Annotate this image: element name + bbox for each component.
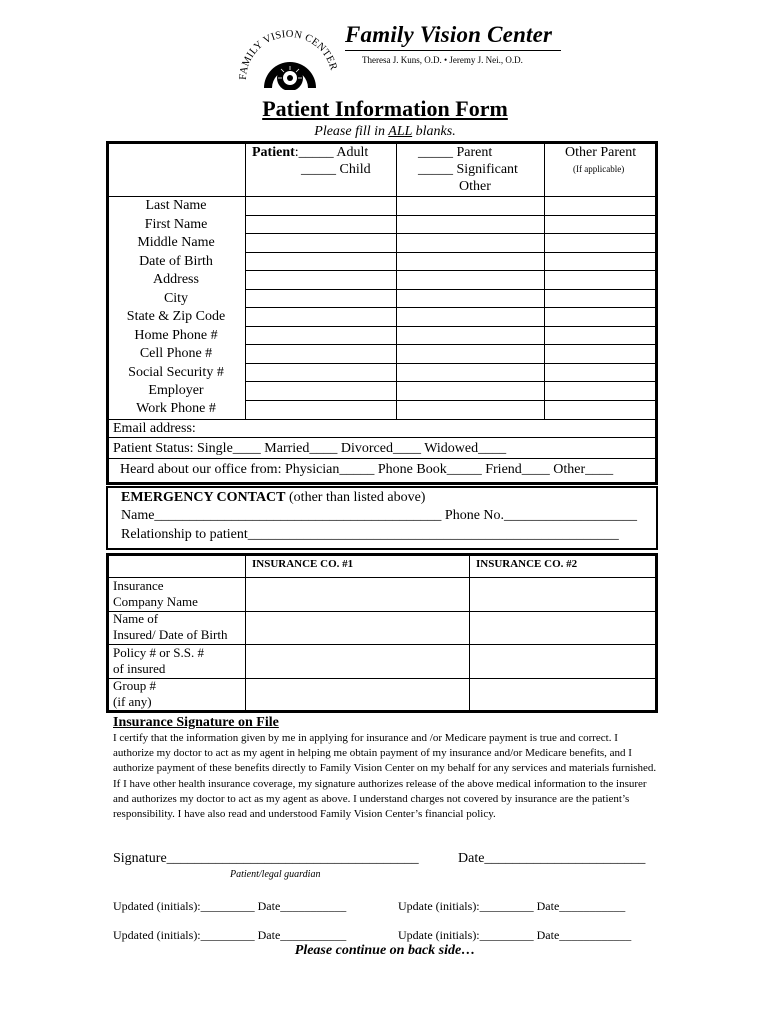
emergency-heading: EMERGENCY CONTACT (other than listed above) (121, 490, 426, 505)
insurance-col-1: INSURANCE CO. #1 (252, 558, 354, 570)
cell-parent-row-4[interactable] (397, 253, 544, 270)
other-parent-header: Other Parent (565, 145, 637, 160)
cell-patient-row-2[interactable] (246, 216, 396, 233)
cell-patient-row-11[interactable] (246, 382, 396, 399)
row-first-name: First Name (144, 217, 208, 232)
ins-row-group: Group # (if any) (113, 678, 156, 709)
logo-icon (236, 18, 341, 90)
cell-patient-row-7[interactable] (246, 308, 396, 325)
update-initials-2[interactable]: Update (initials):_________ Date____________ (398, 928, 632, 942)
cell-other-parent-row-7[interactable] (545, 308, 656, 325)
cell-parent-row-9[interactable] (397, 345, 544, 362)
insurance-2-cell-row-2[interactable] (470, 612, 655, 644)
cell-other-parent-row-2[interactable] (545, 216, 656, 233)
insurance-2-cell-row-3[interactable] (470, 645, 655, 677)
insurance-1-cell-row-3[interactable] (246, 645, 468, 677)
cell-patient-row-9[interactable] (246, 345, 396, 362)
patient-type-significant: _____ Significant (418, 162, 518, 177)
cell-other-parent-row-3[interactable] (545, 234, 656, 251)
form-title: Patient Information Form (262, 96, 508, 121)
signature-paragraph: I certify that the information given by me in applying for insurance and /or Medicare payment is true and correct. I authorize my doctor to act as my agent in helping me obtain payment of my insurance and/or Medicare benefits, and I authorize payment of these benefits directly to Family Vision Center on my behalf for any services and materials furnished. If I have other health insurance coverage, my signature authorizes release of the above medical information to the insurer and authorizes my doctor to act as my agent as above. I understand charges not covered by insurance are the patient’s responsibility. I have also read and understood Family Vision Center’s financial policy. (113, 732, 657, 821)
cell-parent-row-10[interactable] (397, 364, 544, 381)
if-applicable-note: (If applicable) (573, 164, 625, 174)
email-label: Email address: (113, 421, 196, 436)
cell-other-parent-row-6[interactable] (545, 290, 656, 307)
cell-other-parent-row-4[interactable] (545, 253, 656, 270)
cell-parent-row-3[interactable] (397, 234, 544, 251)
ins-row-insured: Name of Insured/ Date of Birth (113, 611, 228, 642)
row-date-of-birth: Date of Birth (139, 254, 213, 269)
patient-status-line[interactable]: Patient Status: Single____ Married____ Divorced____ Widowed____ (113, 441, 507, 456)
row-middle-name: Middle Name (137, 235, 215, 250)
cell-parent-row-7[interactable] (397, 308, 544, 325)
brand-divider (345, 50, 561, 51)
signature-heading: Insurance Signature on File (113, 715, 279, 730)
brand-name: Family Vision Center (345, 22, 553, 47)
emergency-name-phone[interactable]: Name_________________________________________ Phone No.___________________ (121, 508, 638, 523)
patient-type-parent: _____ Parent (418, 145, 493, 160)
cell-patient-row-5[interactable] (246, 271, 396, 288)
insurance-1-cell-row-4[interactable] (246, 679, 468, 711)
cell-parent-row-5[interactable] (397, 271, 544, 288)
row-last-name: Last Name (145, 198, 207, 213)
cell-other-parent-row-10[interactable] (545, 364, 656, 381)
patient-type-other: Other (459, 179, 491, 194)
row-state-zip: State & Zip Code (126, 309, 226, 324)
signature-field[interactable]: Signature____________________________________ (113, 851, 419, 866)
row-employer: Employer (148, 383, 204, 398)
cell-parent-row-6[interactable] (397, 290, 544, 307)
heard-about-line[interactable]: Heard about our office from: Physician_____ Phone Book_____ Friend____ Other____ (120, 462, 614, 477)
row-cell-phone: Cell Phone # (139, 346, 213, 361)
row-home-phone: Home Phone # (134, 328, 218, 343)
cell-parent-row-2[interactable] (397, 216, 544, 233)
cell-patient-row-3[interactable] (246, 234, 396, 251)
footer-note: Please continue on back side… (294, 943, 476, 958)
logo-arc-text: FAMILY VISION CENTER (237, 28, 339, 81)
cell-parent-row-8[interactable] (397, 327, 544, 344)
patient-type-child: _____ Child (301, 162, 371, 177)
cell-parent-row-11[interactable] (397, 382, 544, 399)
cell-patient-row-10[interactable] (246, 364, 396, 381)
insurance-1-cell-row-1[interactable] (246, 578, 468, 610)
cell-other-parent-row-11[interactable] (545, 382, 656, 399)
cell-other-parent-row-1[interactable] (545, 197, 656, 214)
cell-patient-row-8[interactable] (246, 327, 396, 344)
updated-initials-2[interactable]: Updated (initials):_________ Date___________ (113, 928, 347, 942)
email-field[interactable] (210, 420, 650, 437)
updated-initials-1[interactable]: Updated (initials):_________ Date___________ (113, 899, 347, 913)
cell-other-parent-row-5[interactable] (545, 271, 656, 288)
cell-patient-row-6[interactable] (246, 290, 396, 307)
cell-parent-row-12[interactable] (397, 401, 544, 418)
cell-other-parent-row-8[interactable] (545, 327, 656, 344)
ins-row-policy: Policy # or S.S. # of insured (113, 645, 205, 676)
cell-patient-row-1[interactable] (246, 197, 396, 214)
cell-other-parent-row-9[interactable] (545, 345, 656, 362)
insurance-1-cell-row-2[interactable] (246, 612, 468, 644)
insurance-col-2: INSURANCE CO. #2 (476, 558, 578, 570)
row-city: City (163, 291, 189, 306)
insurance-2-cell-row-1[interactable] (470, 578, 655, 610)
cell-other-parent-row-12[interactable] (545, 401, 656, 418)
row-social-security: Social Security # (128, 365, 224, 380)
emergency-relationship[interactable]: Relationship to patient_____________________________________________________ (121, 527, 619, 542)
row-work-phone: Work Phone # (136, 401, 216, 416)
cell-patient-row-12[interactable] (246, 401, 396, 418)
insurance-2-cell-row-4[interactable] (470, 679, 655, 711)
signature-date-field[interactable]: Date_______________________ (458, 851, 646, 866)
patient-type-adult: Patient:_____ Adult (252, 145, 369, 160)
ins-row-company: Insurance Company Name (113, 578, 198, 609)
cell-parent-row-1[interactable] (397, 197, 544, 214)
guardian-note: Patient/legal guardian (230, 869, 321, 880)
doctors-line: Theresa J. Kuns, O.D. • Jeremy J. Nei., O.D. (362, 55, 523, 65)
cell-patient-row-4[interactable] (246, 253, 396, 270)
row-address: Address (153, 272, 199, 287)
update-initials-1[interactable]: Update (initials):_________ Date___________ (398, 899, 626, 913)
form-subtitle: Please fill in ALL blanks. (314, 124, 456, 139)
